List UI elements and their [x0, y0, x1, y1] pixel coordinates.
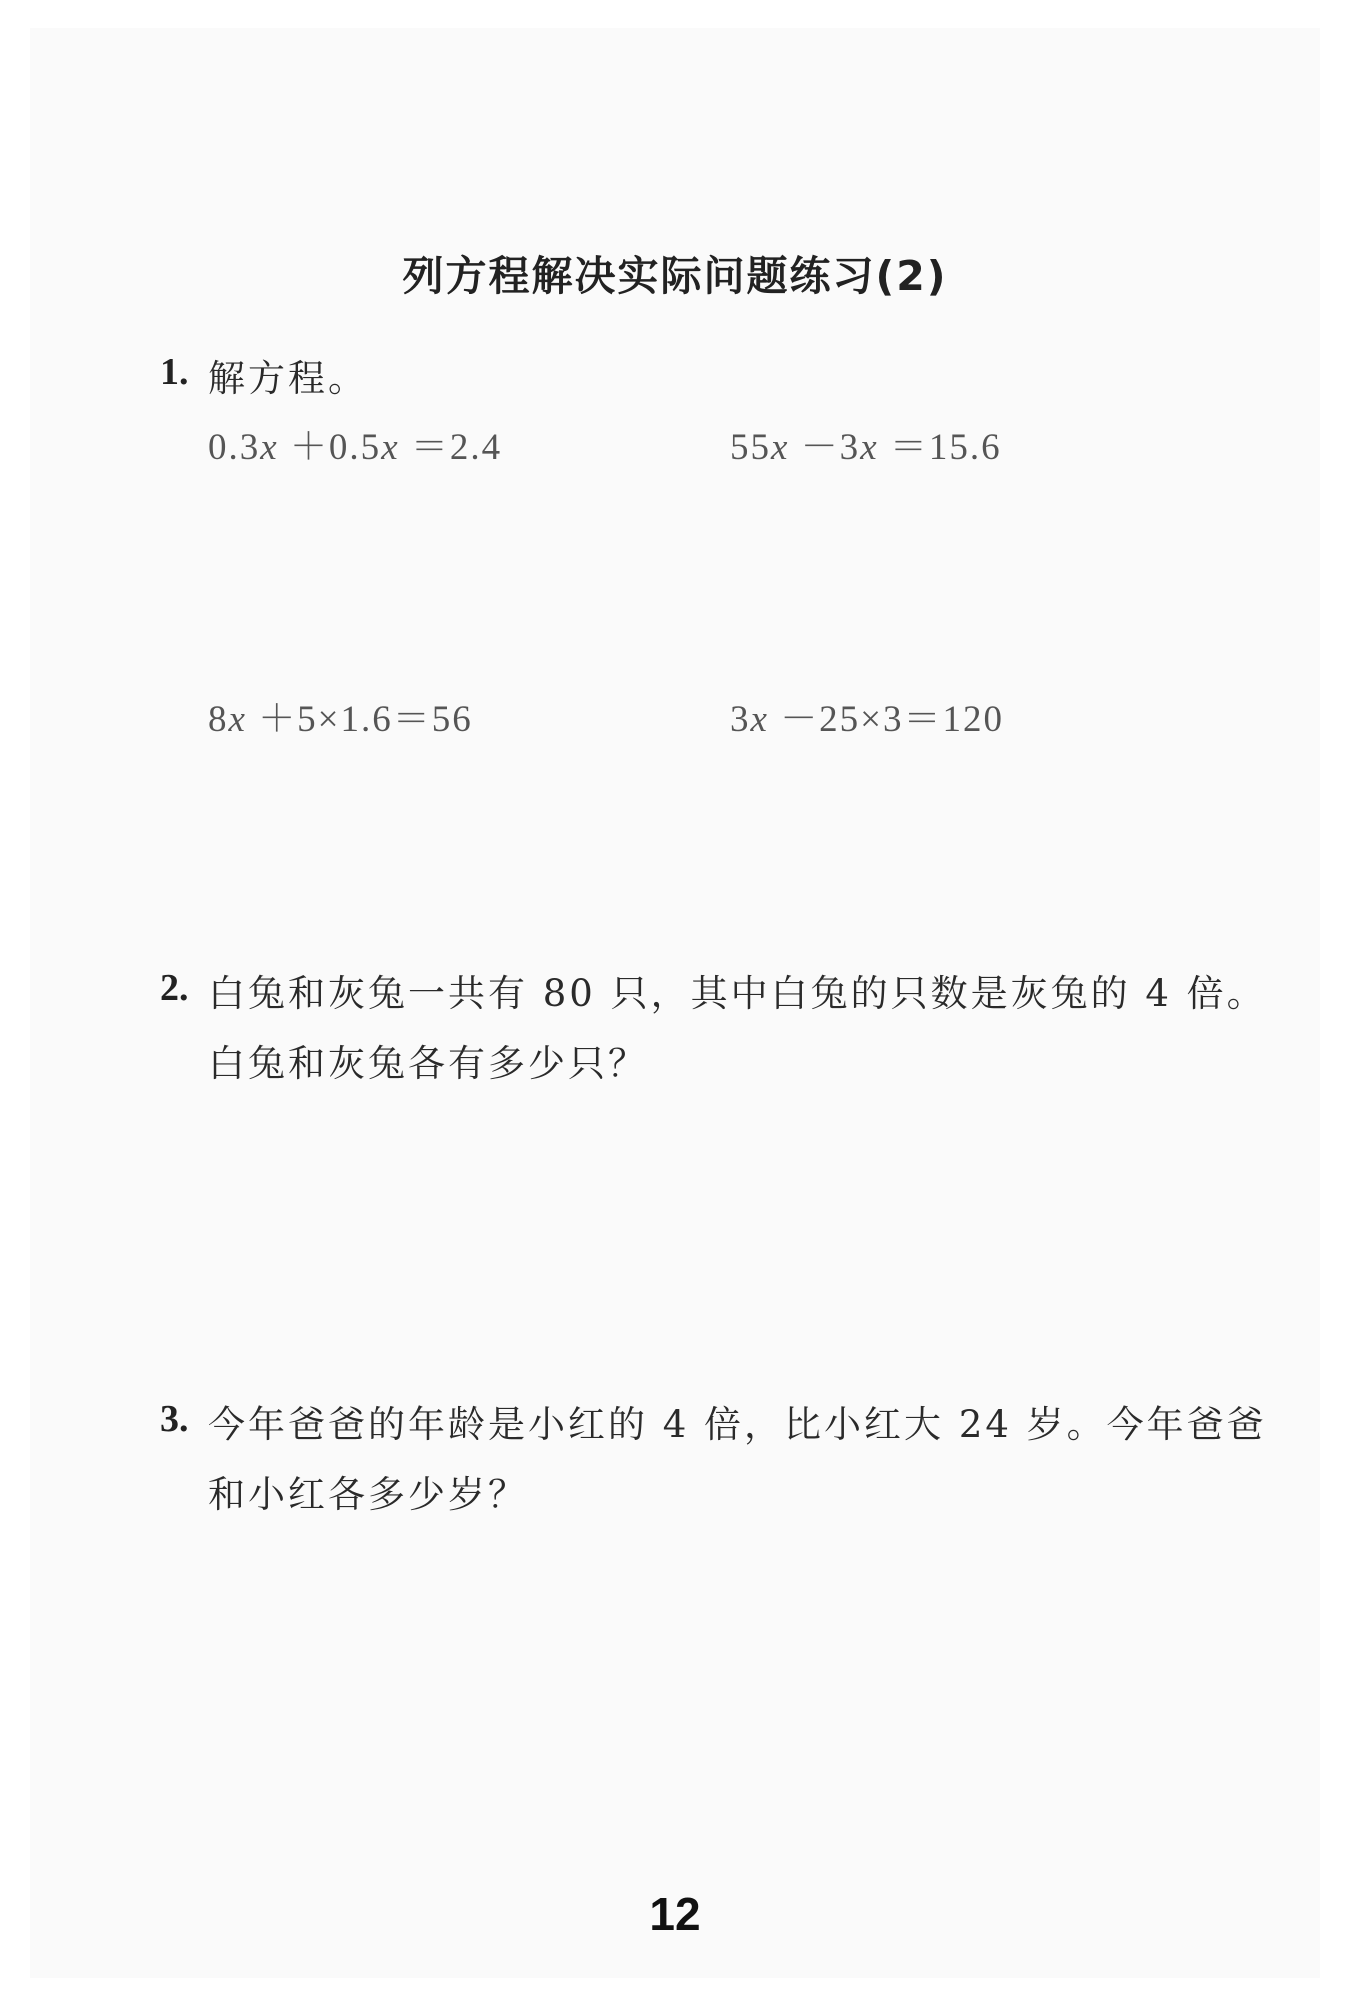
equation-2: 55x －3x ＝15.6 — [730, 427, 1002, 468]
page-title: 列方程解决实际问题练习(2) — [402, 252, 948, 300]
question-3-number: 3. — [160, 1398, 189, 1440]
equation-4: 3x －25×3＝120 — [730, 699, 1005, 740]
question-1-prompt: 解方程。 — [208, 357, 368, 400]
question-3-line-1: 今年爸爸的年龄是小红的 4 倍，比小红大 24 岁。今年爸爸 — [208, 1403, 1267, 1446]
equation-1: 0.3x ＋0.5x ＝2.4 — [208, 427, 503, 468]
question-2-number: 2. — [160, 967, 189, 1009]
question-1-number: 1. — [160, 351, 189, 393]
question-2-line-1: 白兔和灰兔一共有 80 只，其中白兔的只数是灰兔的 4 倍。 — [208, 972, 1267, 1015]
page-number: 12 — [649, 1888, 701, 1940]
question-2-line-2: 白兔和灰兔各有多少只？ — [208, 1042, 648, 1085]
equation-3: 8x ＋5×1.6＝56 — [208, 699, 473, 740]
question-3-line-2: 和小红各多少岁？ — [208, 1473, 528, 1516]
